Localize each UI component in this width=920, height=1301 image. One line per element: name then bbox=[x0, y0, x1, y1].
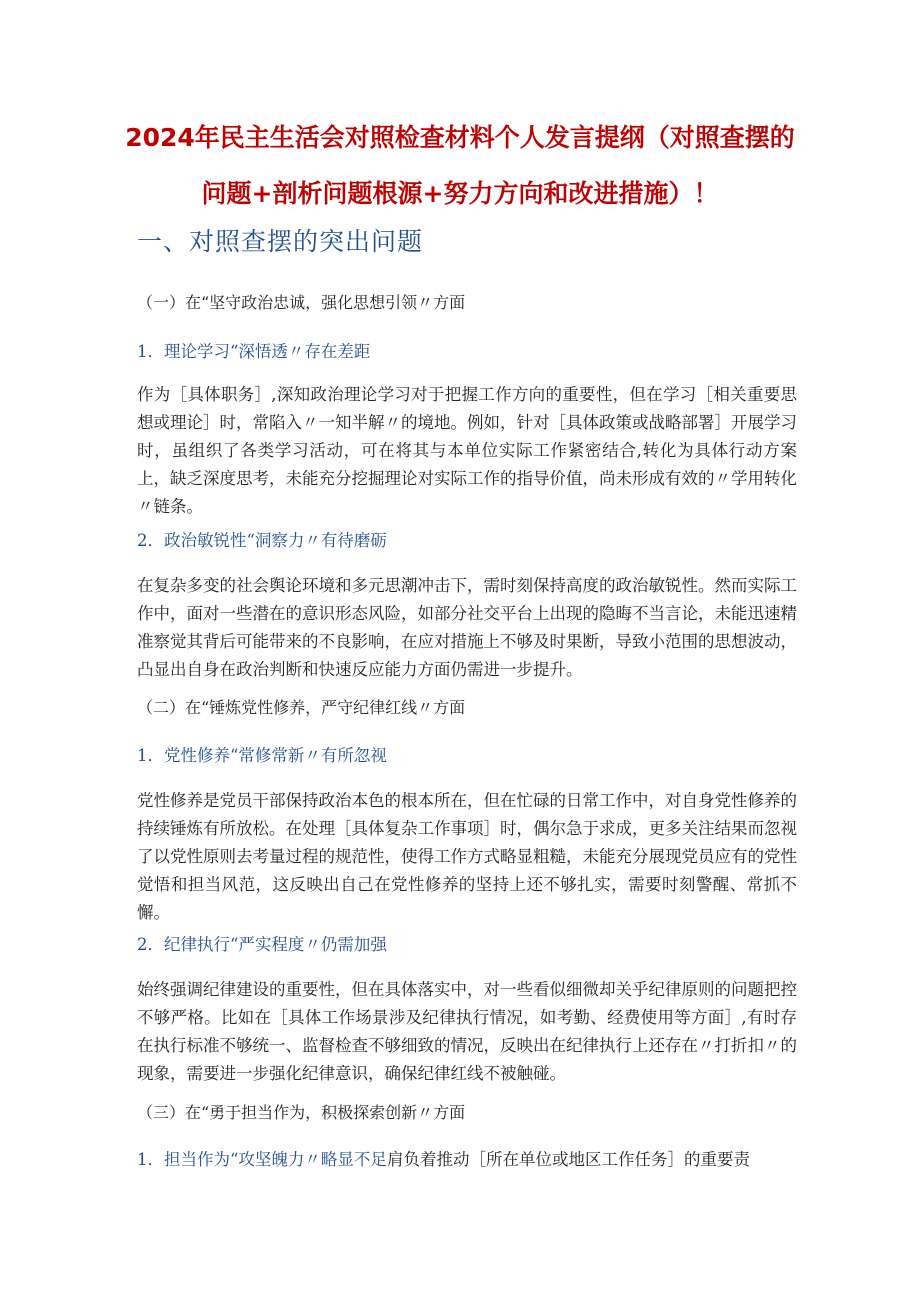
item-heading-1-2: 2．政治敏锐性“洞察力〃有待磨砺 bbox=[137, 531, 387, 550]
section-heading-1: 一、对照查摆的突出问题 bbox=[137, 227, 424, 256]
item-heading-2-1: 1．党性修养“常修常新〃有所忽视 bbox=[137, 746, 387, 765]
paragraph-1-2: 在复杂多变的社会舆论环境和多元思潮冲击下，需时刻保持高度的政治敏锐性。然而实际工作中，面对一些潜在的意识形态风险，如部分社交平台上出现的隐晦不当言论，未能迅速精准察觉其背后可能带来的不良影响，在应对措施上不够及时果断，导致小范围的思想波动，凸显出自身在政治判断和快速反应能力方面仍需进一步提升。 bbox=[137, 576, 797, 679]
paragraph-2-2: 始终强调纪律建设的重要性，但在具体落实中，对一些看似细微却关乎纪律原则的问题把控不够严格。比如在［具体工作场景涉及纪律执行情况，如考勤、经费使用等方面］,有时存在执行标准不够统一、监督检查不够细致的情况，反映出在纪律执行上还存在〃打折扣〃的现象，需要进一步强化纪律意识，确保纪律红线不被触碰。 bbox=[137, 980, 797, 1083]
item-line-3-1 bbox=[137, 1146, 797, 1174]
document-title: 2024年民主生活会对照检查材料个人发言提纲（对照查摆的问题+剖析问题根源+努力方向和改进措施）！ bbox=[125, 123, 795, 208]
subsection-heading-3: （三）在“勇于担当作为，积极探索创新〃方面 bbox=[137, 1103, 466, 1122]
paragraph-1-1: 作为［具体职务］,深知政治理论学习对于把握工作方向的重要性，但在学习［相关重要思想或理论］时，常陷入〃一知半解〃的境地。例如，针对［具体政策或战略部署］开展学习时，虽组织了各类学习活动，可在将其与本单位实际工作紧密结合,转化为具体行动方案上，缺乏深度思考，未能充分挖掘理论对实际工作的指导价值，尚未形成有效的〃学用转化〃链条。 bbox=[137, 385, 797, 516]
item-heading-1-1: 1．理论学习“深悟透〃存在差距 bbox=[137, 342, 371, 361]
subsection-heading-1: （一）在“坚守政治忠诚，强化思想引领〃方面 bbox=[137, 293, 466, 312]
subsection-heading-2: （二）在“锤炼党性修养，严守纪律红线〃方面 bbox=[137, 698, 466, 717]
paragraph-2-1: 党性修养是党员干部保持政治本色的根本所在，但在忙碌的日常工作中，对自身党性修养的持续锤炼有所放松。在处理［具体复杂工作事项］时，偶尔急于求成，更多关注结果而忽视了以党性原则去考量过程的规范性，使得工作方式略显粗糙，未能充分展现党员应有的党性觉悟和担当风范，这反映出自己在党性修养的坚持上还不够扎实，需要时刻警醒、常抓不懈。 bbox=[137, 791, 797, 922]
paragraph-3-1: 肩负着推动［所在单位或地区工作任务］的重要责 bbox=[386, 1150, 750, 1169]
item-heading-3-1: 1．担当作为“攻坚魄力〃略显不足 bbox=[137, 1150, 387, 1169]
item-heading-2-2: 2．纪律执行“严实程度〃仍需加强 bbox=[137, 935, 387, 954]
